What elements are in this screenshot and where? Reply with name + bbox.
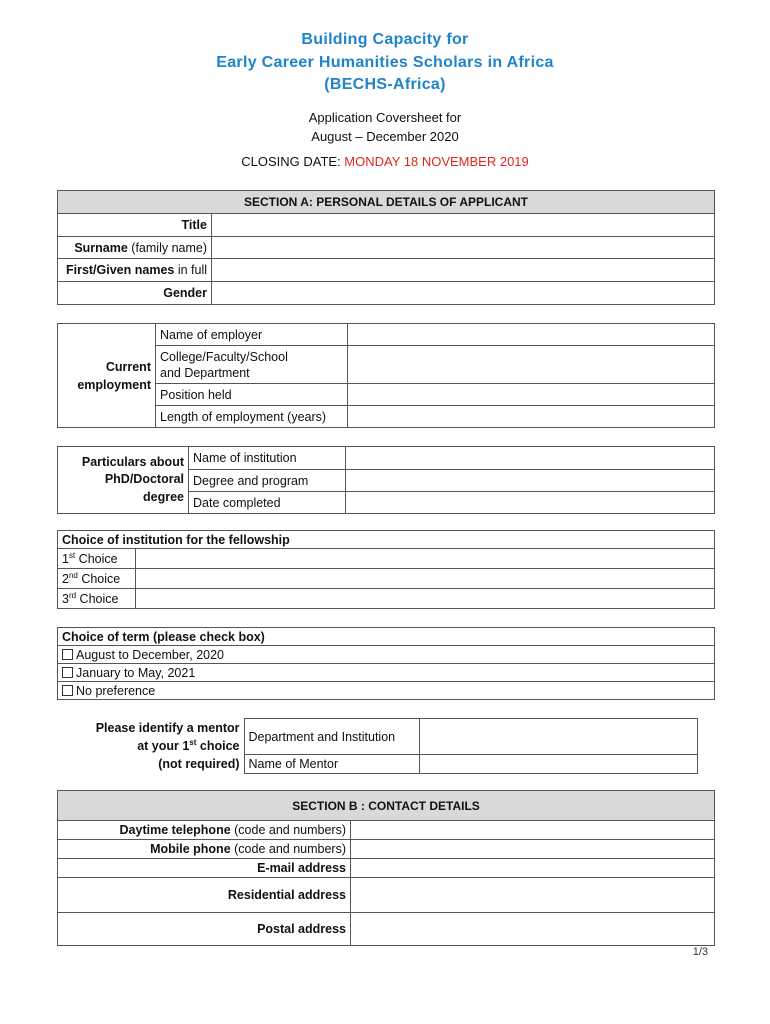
employer-label: Name of employer	[156, 324, 348, 346]
college-input[interactable]	[348, 346, 715, 384]
closing-date	[0, 154, 770, 169]
daytime-phone-input[interactable]	[351, 821, 715, 840]
term-option-jan-may[interactable]: January to May, 2021	[58, 664, 715, 682]
choice-1-label: 1st Choice	[58, 549, 136, 569]
page-number: 1/3	[692, 946, 708, 958]
first-names-label: First/Given names in full	[58, 259, 212, 282]
mentor-table	[57, 718, 698, 774]
employer-input[interactable]	[348, 324, 715, 346]
mentor-name-label: Name of Mentor	[244, 755, 419, 774]
institution-label: Name of institution	[189, 447, 346, 470]
degree-label: Degree and program	[189, 470, 346, 492]
surname-input[interactable]	[212, 237, 715, 259]
date-completed-label: Date completed	[189, 492, 346, 514]
mobile-phone-label: Mobile phone (code and numbers)	[58, 840, 351, 859]
mentor-dept-label: Department and Institution	[244, 719, 419, 755]
employment-table	[57, 323, 715, 428]
mobile-phone-input[interactable]	[351, 840, 715, 859]
choice-2-label: 2nd Choice	[58, 569, 136, 589]
gender-input[interactable]	[212, 282, 715, 305]
surname-label: Surname (family name)	[58, 237, 212, 259]
choice-3-input[interactable]	[136, 589, 715, 609]
document-title	[0, 29, 770, 97]
choice-3-label: 3rd Choice	[58, 589, 136, 609]
choice-1-input[interactable]	[136, 549, 715, 569]
postal-address-label: Postal address	[58, 913, 351, 946]
email-label: E-mail address	[58, 859, 351, 878]
postal-address-input[interactable]	[351, 913, 715, 946]
daytime-phone-label: Daytime telephone (code and numbers)	[58, 821, 351, 840]
title-line-1: Building Capacity for	[301, 31, 469, 48]
employment-group-label: Current employment	[58, 324, 156, 428]
document-subtitle	[0, 108, 770, 146]
term-table	[57, 627, 715, 700]
checkbox-icon[interactable]	[62, 667, 73, 678]
section-a-heading: SECTION A: PERSONAL DETAILS OF APPLICANT	[58, 191, 715, 214]
subtitle-line-2: August – December 2020	[311, 129, 459, 144]
subtitle-line-1: Application Coversheet for	[308, 110, 462, 125]
date-completed-input[interactable]	[346, 492, 715, 514]
mentor-group-label: Please identify a mentor at your 1st choice (not required)	[95, 721, 240, 771]
email-input[interactable]	[351, 859, 715, 878]
first-names-input[interactable]	[212, 259, 715, 282]
choice-2-input[interactable]	[136, 569, 715, 589]
section-b-heading: SECTION B : CONTACT DETAILS	[58, 791, 715, 821]
title-input[interactable]	[212, 214, 715, 237]
institution-choice-heading: Choice of institution for the fellowship	[58, 531, 715, 549]
institution-input[interactable]	[346, 447, 715, 470]
residential-address-input[interactable]	[351, 878, 715, 913]
term-option-aug-dec[interactable]: August to December, 2020	[58, 646, 715, 664]
term-option-no-preference[interactable]: No preference	[58, 682, 715, 700]
title-line-2: Early Career Humanities Scholars in Africa	[216, 53, 554, 71]
degree-input[interactable]	[346, 470, 715, 492]
title-line-3: (BECHS-Africa)	[324, 76, 446, 93]
position-input[interactable]	[348, 384, 715, 406]
mentor-name-input[interactable]	[419, 755, 697, 774]
residential-address-label: Residential address	[58, 878, 351, 913]
institution-choice-table	[57, 530, 715, 609]
length-input[interactable]	[348, 406, 715, 428]
length-label: Length of employment (years)	[156, 406, 348, 428]
section-a-table	[57, 190, 715, 305]
section-b-table	[57, 790, 715, 946]
position-label: Position held	[156, 384, 348, 406]
term-heading: Choice of term (please check box)	[58, 628, 715, 646]
checkbox-icon[interactable]	[62, 649, 73, 660]
closing-date-value: MONDAY 18 NOVEMBER 2019	[344, 154, 529, 169]
mentor-dept-input[interactable]	[419, 719, 697, 755]
phd-group-label: Particulars about PhD/Doctoral degree	[58, 447, 189, 514]
checkbox-icon[interactable]	[62, 685, 73, 696]
title-label: Title	[58, 214, 212, 237]
college-label: College/Faculty/School and Department	[156, 346, 348, 384]
phd-table	[57, 446, 715, 514]
closing-date-label: CLOSING DATE:	[241, 154, 345, 169]
gender-label: Gender	[58, 282, 212, 305]
